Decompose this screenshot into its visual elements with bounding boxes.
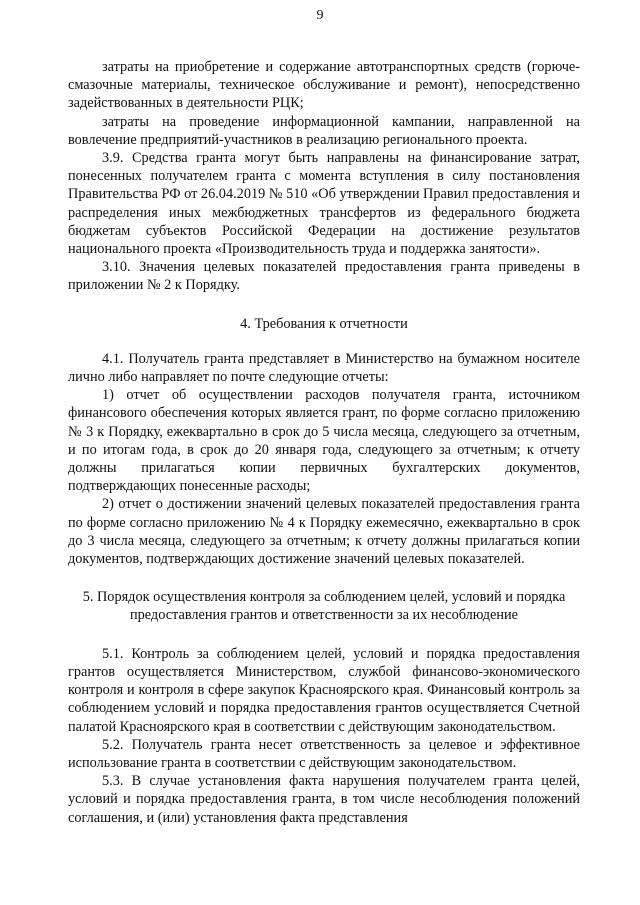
document-body xyxy=(68,58,580,827)
section-5-heading: 5. Порядок осуществления контроля за соблюдением целей, условий и порядка предоставления грантов и ответственности за их несоблюдение xyxy=(82,589,566,624)
paragraph: 5.3. В случае установления факта нарушения получателем гранта целей, условий и порядка предоставления гранта, в том числе несоблюдения положений соглашения, и (или) установления факта представления xyxy=(68,773,580,826)
paragraph: 3.9. Средства гранта могут быть направлены на финансирование затрат, понесенных получателем гранта с момента вступления в силу постановления Правительства РФ от 26.04.2019 № 510 «Об утверждении Правил предоставления и распределения иных межбюджетных трансфертов из федерального бюджета бюджетам субъектов Российской Федерации на достижение результатов национального проекта «Производительность труда и поддержка занятости». xyxy=(68,150,580,258)
paragraph: 4.1. Получатель гранта представляет в Министерство на бумажном носителе лично либо направляет по почте следующие отчеты: xyxy=(68,350,580,386)
paragraph: 5.2. Получатель гранта несет ответственность за целевое и эффективное использование гранта в соответствии с действующим законодательством. xyxy=(68,736,580,771)
paragraph: 5.1. Контроль за соблюдением целей, условий и порядка предоставления грантов осуществляется Министерством, службой финансово-экономического контроля и контроля в сфере закупок Красноярского края. Финансовый контроль за соблюдением условий и порядка предоставления грантов осуществляется Счетной палатой Красноярского края в соответствии с действующим законодательством. xyxy=(68,645,580,735)
section-4-heading: 4. Требования к отчетности xyxy=(240,315,408,332)
paragraph: 3.10. Значения целевых показателей предоставления гранта приведены в приложении № 2 к Порядку. xyxy=(68,259,580,294)
paragraph: 2) отчет о достижении значений целевых показателей предоставления гранта по форме согласно приложению № 4 к Порядку ежемесячно, ежеквартально в срок до 3 числа месяца, следующего за отчетным; к отчету должны прилагаться копии документов, подтверждающих достижение значений целевых показателей. xyxy=(68,496,580,568)
page-number: 9 xyxy=(316,8,324,23)
paragraph: затраты на приобретение и содержание автотранспортных средств (горюче-смазочные материалы, техническое обслуживание и ремонт), непосредственно задействованных в деятельности РЦК; xyxy=(68,59,580,112)
paragraph: 1) отчет об осуществлении расходов получателя гранта, источником финансового обеспечения которых является грант, по форме согласно приложению № 3 к Порядку, ежеквартально в срок до 5 числа месяца, следующего за отчетным, и по итогам года, в срок до 20 января года, следующего за отчетным; к отчету должны прилагаться копии первичных бухгалтерских документов, подтверждающих понесенные расходы; xyxy=(68,387,580,495)
paragraph: затраты на проведение информационной кампании, направленной на вовлечение предприятий-участников в реализацию регионального проекта. xyxy=(68,113,580,148)
